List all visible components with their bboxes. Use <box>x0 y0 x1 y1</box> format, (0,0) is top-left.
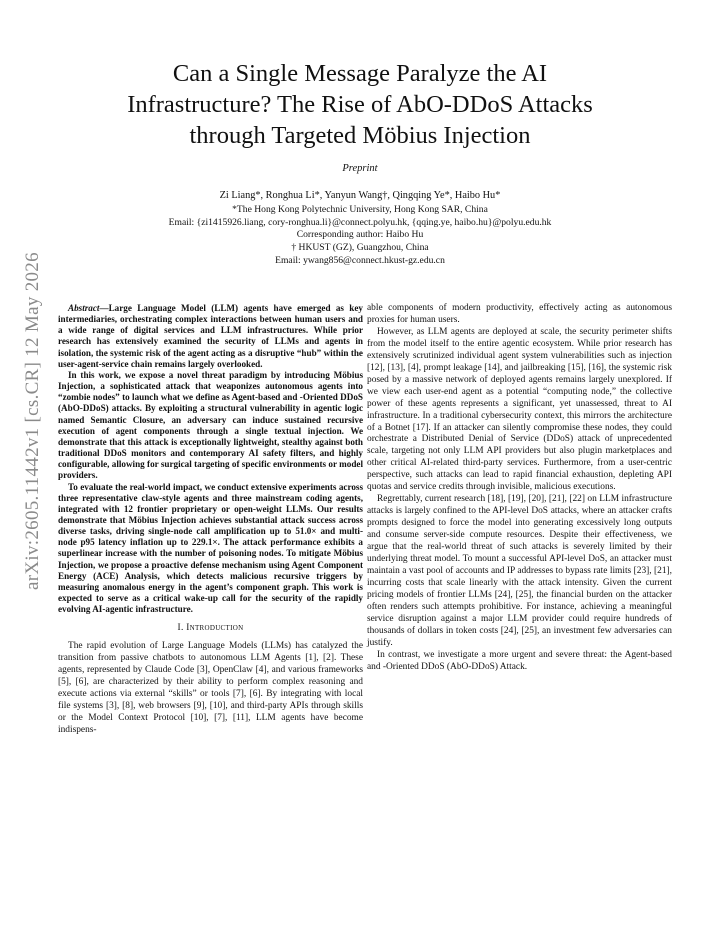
title-line-3: through Targeted Möbius Injection <box>189 122 531 149</box>
right-paragraph-3: In contrast, we investigate a more urgent and severe threat: the Agent-based and -Oriented DDoS (AbO-DDoS) Attack. <box>367 649 672 672</box>
section-heading-introduction: I. Introduction <box>177 623 244 634</box>
title-line-1: Can a Single Message Paralyze the AI <box>172 60 548 87</box>
abstract-text-1: —Large Language Model (LLM) agents have emerged as key intermediaries, orchestrating complex interactions between human users and a wide range of digital services and LLM infrastructures. While prior research has extensively examined the security of LLMs and agents in isolation, the systemic risk of the agent acting as a disruptive “hub” within the user-agent-service chain remains largely overlooked. <box>58 303 363 369</box>
title-line-2: Infrastructure? The Rise of AbO-DDoS Attacks <box>127 91 593 118</box>
paper-title <box>60 58 660 151</box>
abstract-paragraph-1 <box>58 303 363 370</box>
intro-paragraph-1: The rapid evolution of Large Language Models (LLMs) has catalyzed the transition from passive chatbots to autonomous LLM Agents [1], [2]. These agents, represented by Claude Code [3], OpenClaw [4], and various frameworks [5], [6], are characterized by their ability to perform complex reasoning and execute actions via external “skills” or tools [7], [6]. By integrating with local file systems [3], [8], web browsers [9], [10], and third-party APIs through skills or the Model Context Protocol [10], [7], [11], LLM agents have become indispens- <box>58 640 363 735</box>
left-column <box>58 303 363 736</box>
paper-subtitle: Preprint <box>342 163 378 174</box>
arxiv-stamp: arXiv:2605.11442v1 [cs.CR] 12 May 2026 <box>22 252 43 590</box>
right-column <box>367 303 672 674</box>
corresponding-author: Corresponding author: Haibo Hu <box>296 229 424 241</box>
abstract-paragraph-2: In this work, we expose a novel threat paradigm by introducing Möbius Injection, a sophisticated attack that weaponizes autonomous agents into “zombie nodes” to launch what we define as Agent-based and -Oriented DDoS (AbO-DDoS) attacks. By exploiting a structural vulnerability in agentic logic named Semantic Closure, an adversary can induce sustained recursive execution of agent components through a single textual injection. We demonstrate that this attack is exceptionally lightweight, stealthy against both traditional DDoS monitors and contemporary AI safety filters, and highly configurable, allowing for surgical targeting of specific environments or model providers. <box>58 369 363 481</box>
abstract-label: Abstract <box>68 303 100 313</box>
right-paragraph-1: However, as LLM agents are deployed at scale, the security perimeter shifts from the model itself to the entire agentic ecosystem. While prior research has extensively scrutinized individual agent system vulnerabilities such as injection [12], [13], [4], prompt leakage [14], and jailbreaking [15], [16], the systemic risk posed by a massive network of deployed agents remains largely unexplored. If we view each user-end agent as a potential “computing node,” the collective power of these agents represents a significant, yet unassessed, threat to AI infrastructure. In a traditional cybersecurity context, this mirrors the architecture of a Botnet [17]. If an attacker can silently compromise these nodes, they could orchestrate a Distributed Denial of Service (DDoS) attack of unprecedented scale, targeting not only LLM API providers but also plugin marketplaces and other critical AI-related third-party services. Furthermore, from a user-centric perspective, such attacks can lead to rapid financial exhaustion, depleting API quotas and service credits through invisible, malicious executions. <box>367 326 672 493</box>
author-block <box>40 190 680 268</box>
affiliation-1: *The Hong Kong Polytechnic University, Hong Kong SAR, China <box>232 203 488 215</box>
abstract-paragraph-3: To evaluate the real-world impact, we conduct extensive experiments across three representative claw-style agents and three mainstream coding agents, integrated with 12 frontier proprietary or open-weight LLMs. Our results demonstrate that Möbius Injection achieves substantial attack success across diverse tasks, driving single-node call amplification up to 51.0× and multi-node p95 latency inflation up to 229.1×. The attack performance exhibits a superlinear increase with the number of poisoning nodes. To mitigate Möbius Injection, we propose a proactive defense mechanism using Agent Component Energy (ACE) Analysis, which detects malicious recursive triggers by measuring anomalous energy in the agent’s component graph. This work is expected to serve as a critical wake-up call for the security of the rapidly evolving AI-agentic infrastructure. <box>58 481 363 615</box>
affiliation-2: † HKUST (GZ), Guangzhou, China <box>291 242 429 254</box>
authors: Zi Liang*, Ronghua Li*, Yanyun Wang†, Qingqing Ye*, Haibo Hu* <box>219 190 501 201</box>
abstract <box>58 303 363 615</box>
right-paragraph-2: Regrettably, current research [18], [19], [20], [21], [22] on LLM infrastructure attacks is largely confined to the API-level DoS attacks, where an attacker crafts prompts designed to force the model into generating excessively long outputs and consume server-side compute resources. Despite their effectiveness, we argue that the real-world threat of such attacks is severely limited by their underlying threat model. To mount a successful API-level DoS, an attacker must maintain a vast pool of accounts and IP addresses to bypass rate limits [23], [21], incurring costs that scale linearly with the attack intensity. Given the current pricing models of frontier LLMs [24], [25], the financial burden on the attacker often renders such attempts prohibitive. For instance, achieving a meaningful service disruption against a major LLM provider could require hundreds of thousands of dollars in token costs [24], [25], an investment few adversaries can justify. <box>367 494 672 648</box>
email-2: Email: ywang856@connect.hkust-gz.edu.cn <box>275 254 445 266</box>
right-paragraph-0: able components of modern productivity, effectively acting as autonomous proxies for human users. <box>367 303 672 325</box>
email-1: Email: {zi1415926.liang, cory-ronghua.li}@connect.polyu.hk, {qqing.ye, haibo.hu}@polyu.edu.hk <box>168 216 552 228</box>
